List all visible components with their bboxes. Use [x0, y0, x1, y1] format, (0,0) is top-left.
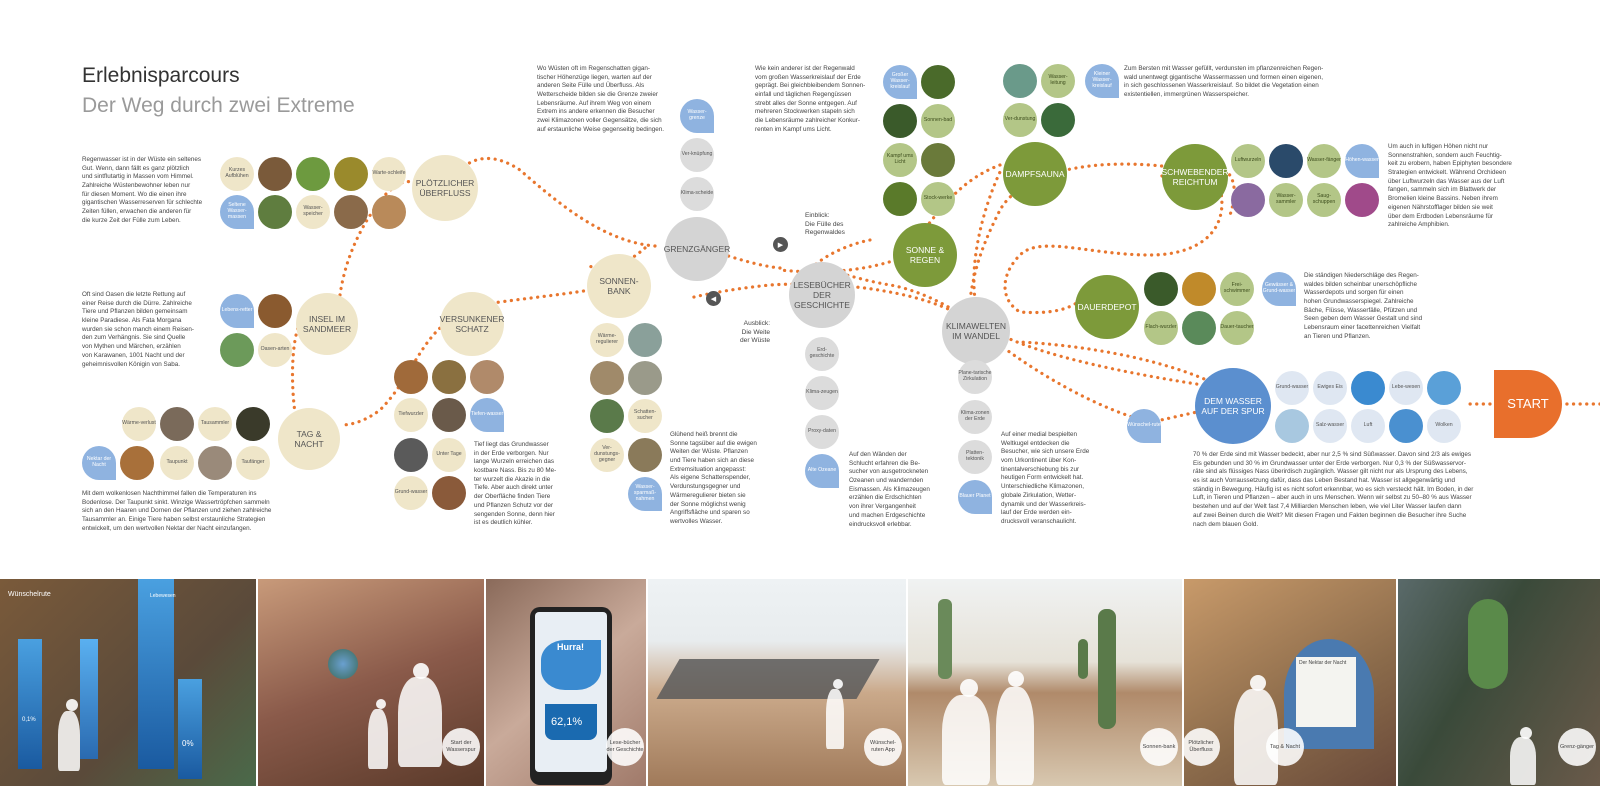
photo-circle [1144, 272, 1178, 306]
photo-circle [160, 407, 194, 441]
topic-verdunstungsgegner: Ver-dunstungs-gegner [590, 438, 624, 472]
photo-caption: Sonnen-bank [1140, 728, 1178, 766]
description-sonnenbank: Glühend heiß brennt die Sonne tagsüber auf die ewigen Weiten der Wüste. Pflanzen und Tiere haben sich an diese Extremsituation angepasst: Als eigene Schattenspender, Verdunstungsgegner und Wärmeregulierer bieten sie der Sonne möglichst wenig Angriffsfläche und sparen so wertvolles Wasser. [670, 431, 757, 525]
topic-unter-tage: Unter Tage [432, 438, 466, 472]
station-sonne-und-regen: SONNE & REGEN [893, 223, 957, 287]
topic-taufaenger: Taufänger [236, 446, 270, 480]
topic-ewiges-eis: Ewiges Eis [1313, 371, 1347, 405]
photo-circle [1182, 272, 1216, 306]
description-dauerdepot: Die ständigen Niederschläge des Regen- waldes bilden scheinbar unerschöpfliche Wasserdepots und sorgen für einen hohen Grundwasserspiegel. Zahlreiche Bäche, Flüsse, Wasserfälle, Pfützen und Seen geben dem Wasser Gestalt und sind Lebensraum einer facettenreichen Vielfalt an Tieren und Pflanzen. [1304, 272, 1423, 340]
station-dem-wasser-auf-der-spur: DEM WASSER AUF DER SPUR [1195, 368, 1271, 444]
photo-panel-3 [486, 579, 646, 786]
photo-circle [883, 104, 917, 138]
start-marker: START [1494, 370, 1562, 438]
topic-luft: Luft [1351, 409, 1385, 443]
topic-kleiner-wasserkreislauf: Kleiner Wasser-kreislauf [1085, 64, 1119, 98]
topic-blauer-planet: Blauer Planet [958, 480, 992, 514]
description-wasser-spur: 70 % der Erde sind mit Wasser bedeckt, aber nur 2,5 % sind Süßwasser. Davon sind 2/3 als ewiges Eis gebunden und 30 % im Grundwasser unter der Erde verborgen. Nur 0,3 % der Süßwasservor- räte sind als flüssiges Nass überirdisch zugänglich. Wasser gilt nicht nur als Ursprung des Lebens, es ist auch Vorraussetzung dafür, dass das Leben Bestand hat. Wasser ist allgegenwärtig und ständig in Bewegung. Häufig ist es nicht sofort erkennbar, wo es sich versteckt hält. Im Boden, in der Luft, in Tieren und Pflanzen – aber auch in uns Menschen. Wenn wir selbst zu 50–80 % aus Wasser bestehen und auf der Welt fast 7,4 Milliarden Menschen leben, wie viel Liter Wasser laufen dann auf zwei Beinen durch die Welt? Mit diesen Fragen und Fakten beginnen die Besucher ihre Suche nach dem blauen Gold. [1193, 451, 1474, 528]
description-dampfsauna: Zum Bersten mit Wasser gefüllt, verdunsten im pflanzenreichen Regen- wald unentwegt gigantische Wassermassen und formen einen eigenen, in sich geschlossenen Wasserkreislauf. So bildet die Vegetation einen existentiellen, immergrünen Wasserspeicher. [1124, 65, 1324, 99]
photo-caption: Lese-bücher der Geschichte [606, 728, 644, 766]
topic-oasenarten: Oasen-arten [258, 333, 292, 367]
photo-circle [432, 476, 466, 510]
topic-luftwurzeln: Luftwurzeln [1231, 144, 1265, 178]
topic-dauertaucher: Dauer-taucher [1220, 311, 1254, 345]
topic-verdunstung: Ver-dunstung [1003, 103, 1037, 137]
photo-circle [1351, 371, 1385, 405]
shade-sail [656, 659, 879, 699]
station-grenzgaenger: GRENZGÄNGER [665, 217, 729, 281]
description-schatz: Tief liegt das Grundwasser in der Erde verborgen. Nur lange Wurzeln erreichen das kostbare Nass. Bis zu 80 Me- ter wurzelt die Akazie in die Tiefe. Aber auch direkt unter der Oberfläche finden Tiere und Pflanzen Schutz vor der sengenden Sonne, denn hier ist es deutlich kühler. [474, 441, 557, 527]
description-sonne-regen: Wie kein anderer ist der Regenwald vom großen Wasserkreislauf der Erde geprägt. Bei gleichbleibendem Sonnen- einfall und täglichen Regengüssen strebt alles der Sonne entgegen. Auf mehreren Stockwerken stapeln sich die Lebensräume zahlreicher Konkur- renten im Kampf ums Licht. [755, 65, 866, 133]
topic-seltene-wassermassen: Seltene Wasser-massen [220, 195, 254, 229]
photo-circle [1389, 409, 1423, 443]
sign-label: Wünschelrute [8, 591, 51, 598]
topic-tausammler: Tausammler [198, 407, 232, 441]
photo-circle [1041, 103, 1075, 137]
topic-saugschuppen: Saug-schuppen [1307, 183, 1341, 217]
smartphone [530, 607, 612, 785]
description-schwebender-reichtum: Um auch in luftigen Höhen nicht nur Sonnenstrahlen, sondern auch Feuchtig- keit zu erobern, haben Epiphyten besondere Strategien entwickelt. Während Orchideen über Luftwurzeln das Wasser aus der Luft fangen, sammeln sich im Blattwerk der Bromelien kleine Bassins. Neben ihrem eigenen Nährstofflager bilden sie weit über dem Erdboden Lebensräume für zahlreiche Amphibien. [1388, 143, 1512, 229]
description-ueberfluss: Regenwasser ist in der Wüste ein seltenes Gut. Wenn, dann fällt es ganz plötzlich und sintflutartig in Massen vom Himmel. Zahlreiche Wüstenbewohner leben nur für diesen Moment. Wo die einen ihre gigantischen Wasserreserven für schlechte Zeiten füllen, erwachen die anderen für die kurze Zeit der Fülle zum Leben. [82, 156, 203, 224]
water-tube [18, 639, 42, 769]
photo-circle [220, 333, 254, 367]
photo-caption: Start der Wasserspur [442, 728, 480, 766]
topic-waermeverlust: Wärme-verlust [122, 407, 156, 441]
play-icon[interactable]: ◀ [706, 291, 721, 306]
photo-circle [432, 398, 466, 432]
photo-circle [394, 360, 428, 394]
description-grenzgaenger: Wo Wüsten oft im Regenschatten gigan- tischer Höhenzüge liegen, warten auf der anderen Seite Fülle und Überfluss. Als Wetterscheide bilden sie die Grenze zweier Lebensräume. Auf ihrem Weg von einem Extrem ins andere erkennen die Besucher zwei Klimazonen voller Gegensätze, die sich auf erstaunliche Weise gegenseitig bedingen. [537, 65, 664, 133]
photo-circle [470, 360, 504, 394]
topic-hoehenwasser: Höhen-wasser [1345, 144, 1379, 178]
info-panel [1296, 657, 1356, 727]
topic-kampf-ums-licht: Kampf ums Licht [883, 143, 917, 177]
photo-circle [883, 182, 917, 216]
app-percentage: 62,1% [551, 716, 583, 728]
station-dampfsauna: DAMPFSAUNA [1003, 142, 1067, 206]
description-insel: Oft sind Oasen die letzte Rettung auf einer Reise durch die Dürre. Zahlreiche Tiere und Pflanzen bilden gemeinsam kleine Paradiese. Als Fata Morgana wurden sie schon manch einem Reisen- den zum Verhängnis. Sie sind Quelle von Mythen und Märchen, erzählen von Karawanen, 1001 Nacht und der geheimnisvollen Königin von Saba. [82, 291, 195, 368]
topic-grundwasser: Grund-wasser [1275, 371, 1309, 405]
photo-caption: Tag & Nacht [1266, 728, 1304, 766]
photo-circle [394, 438, 428, 472]
topic-stockwerke: Stock-werke [921, 182, 955, 216]
water-tube [138, 579, 174, 769]
app-title: Hurra! [557, 642, 585, 652]
photo-caption: Wünschel-ruten App [864, 728, 902, 766]
photo-circle [1275, 409, 1309, 443]
photo-panel-1 [0, 579, 256, 786]
topic-klimascheide: Klima-scheide [680, 177, 714, 211]
photo-circle [372, 195, 406, 229]
topic-schattensucher: Schatten-sucher [628, 399, 662, 433]
topic-planetarische-zirkulation: Plane-tarische Zirkulation [958, 360, 992, 394]
topic-wuenschelrute: Wünschel-rute [1127, 409, 1161, 443]
photo-circle [1231, 183, 1265, 217]
topic-wassergrenze: Wasser-grenze [680, 99, 714, 133]
photo-circle [258, 195, 292, 229]
water-tube [178, 679, 202, 779]
topic-lebensretter: Lebens-retter [220, 294, 254, 328]
water-tube [80, 639, 98, 759]
station-tag-und-nacht: TAG & NACHT [278, 408, 340, 470]
photo-circle [921, 65, 955, 99]
topic-kurzes-aufbluehen: Kurzes Aufblühen [220, 157, 254, 191]
photo-circle [628, 361, 662, 395]
photo-circle [590, 399, 624, 433]
photo-panel-5 [908, 579, 1182, 786]
topic-taupunkt: Taupunkt [160, 446, 194, 480]
photo-circle [1427, 371, 1461, 405]
topic-nektar-der-nacht: Nektar der Nacht [82, 446, 116, 480]
globe [328, 649, 358, 679]
topic-plattentektonik: Platten-tektonik [958, 440, 992, 474]
station-schwebender-reichtum: SCHWEBENDER REICHTUM [1162, 144, 1228, 210]
topic-flachwurzler: Flach-wurzler [1144, 311, 1178, 345]
photo-circle [198, 446, 232, 480]
photo-circle [334, 195, 368, 229]
tube-value: 0% [182, 739, 194, 748]
topic-freischwimmer: Frei-schwimmer [1220, 272, 1254, 306]
photo-panel-4 [648, 579, 906, 786]
station-insel-im-sandmeer: INSEL IM SANDMEER [296, 293, 358, 355]
station-lesebuecher-der-geschichte: LESEBÜCHER DER GESCHICHTE [789, 262, 855, 328]
description-klimawelten: Auf einer medial bespielten Weltkugel entdecken die Besucher, wie sich unsere Erde vom Urkontinent über Kon- tinentalverschiebung bis zur heutigen Form entwickelt hat. Unterschiedliche Klimazonen, globale Zirkulation, Wetter- dynamik und der Wasserkreis- lauf der Erde werden ein- drucksvoll veranschaulicht. [1001, 431, 1090, 525]
photo-circle [1003, 64, 1037, 98]
topic-klimazeugen: Klima-zeugen [805, 376, 839, 410]
station-dauerdepot: DAUERDEPOT [1075, 275, 1139, 339]
topic-wasserleitung: Wasser-leitung [1041, 64, 1075, 98]
photo-caption: Grenz-gänger [1558, 728, 1596, 766]
topic-waermeregulierer: Wärme-regulierer [590, 323, 624, 357]
photo-circle [296, 157, 330, 191]
topic-verknuepfung: Ver-knüpfung [680, 138, 714, 172]
photo-circle [432, 360, 466, 394]
topic-erdgeschichte: Erd-geschichte [805, 337, 839, 371]
topic-tiefenwasser: Tiefen-wasser [470, 398, 504, 432]
info-panel-title: Der Nektar der Nacht [1299, 660, 1347, 666]
topic-grundwasser: Grund-wasser [394, 476, 428, 510]
topic-warteschleife: Warte-schleife [372, 157, 406, 191]
description-lesebuecher: Auf den Wänden der Schlucht erfahren die Be- sucher von ausgetrockneten Ozeanen und wandernden Eismassen. Als Klimazeugen erzählen die Erdschichten von ihrer Vergangenheit und machen Erdgeschichte eindrucksvoll erlebbar. [849, 451, 930, 528]
photo-caption: Plötzlicher Überfluss [1182, 728, 1220, 766]
topic-lebewesen: Lebe-wesen [1389, 371, 1423, 405]
einblick-label: Einblick: Die Fülle des Regenwaldes [805, 212, 845, 237]
photo-circle [258, 157, 292, 191]
photo-panel-2 [258, 579, 484, 786]
topic-wasserspeicher: Wasser-speicher [296, 195, 330, 229]
photo-circle [590, 361, 624, 395]
photo-circle [120, 446, 154, 480]
topic-proxydaten: Proxy-daten [805, 415, 839, 449]
station-klimawelten-im-wandel: KLIMAWELTEN IM WANDEL [942, 297, 1010, 365]
page-subtitle: Der Weg durch zwei Extreme [82, 94, 355, 117]
station-versunkener-schatz: VERSUNKENER SCHATZ [440, 292, 504, 356]
topic-wassersammler: Wasser-sammler [1269, 183, 1303, 217]
topic-tiefwurzler: Tiefwurzler [394, 398, 428, 432]
page-title: Erlebnisparcours [82, 64, 240, 87]
photo-circle [334, 157, 368, 191]
photo-circle [1269, 144, 1303, 178]
topic-grosser-wasserkreislauf: Großer Wasser-kreislauf [883, 65, 917, 99]
topic-salzwasser: Salz-wasser [1313, 409, 1347, 443]
photo-circle [628, 323, 662, 357]
play-icon[interactable]: ▶ [773, 237, 788, 252]
ausblick-label: Ausblick: Die Weite der Wüste [740, 320, 771, 345]
photo-circle [236, 407, 270, 441]
description-tag-nacht: Mit dem wolkenlosen Nachthimmel fallen die Temperaturen ins Bodenlose. Der Taupunkt sinkt. Winzige Wassertröpfchen sammeln sich an den Haaren und Dornen der Pflanzen und ziehen zahlreiche Tausammler an. Einige Tiere haben selbst erstaunliche Strategien entwickelt, um den wertvollen Nektar der Nacht einzufangen. [82, 490, 272, 532]
tube-value: 0,1% [22, 717, 36, 723]
topic-klimazonen-der-erde: Klima-zonen der Erde [958, 400, 992, 434]
station-ploetzlicher-ueberfluss: PLÖTZLICHER ÜBERFLUSS [412, 155, 478, 221]
topic-wasserfaenger: Wasser-fänger [1307, 144, 1341, 178]
topic-gewaesser-und-grundwasser: Gewässer & Grund-wasser [1262, 272, 1296, 306]
photo-circle [628, 438, 662, 472]
topic-wolken: Wolken [1427, 409, 1461, 443]
topic-sonnenbad: Sonnen-bad [921, 104, 955, 138]
photo-circle [1182, 311, 1216, 345]
station-sonnenbank: SONNEN-BANK [587, 254, 651, 318]
topic-wassersparmassnahmen: Wasser-sparmaß-nahmen [628, 477, 662, 511]
topic-alte-ozeane: Alte Ozeane [805, 454, 839, 488]
photo-circle [921, 143, 955, 177]
sign-label: Lebewesen [150, 593, 176, 599]
photo-circle [258, 294, 292, 328]
photo-circle [1345, 183, 1379, 217]
